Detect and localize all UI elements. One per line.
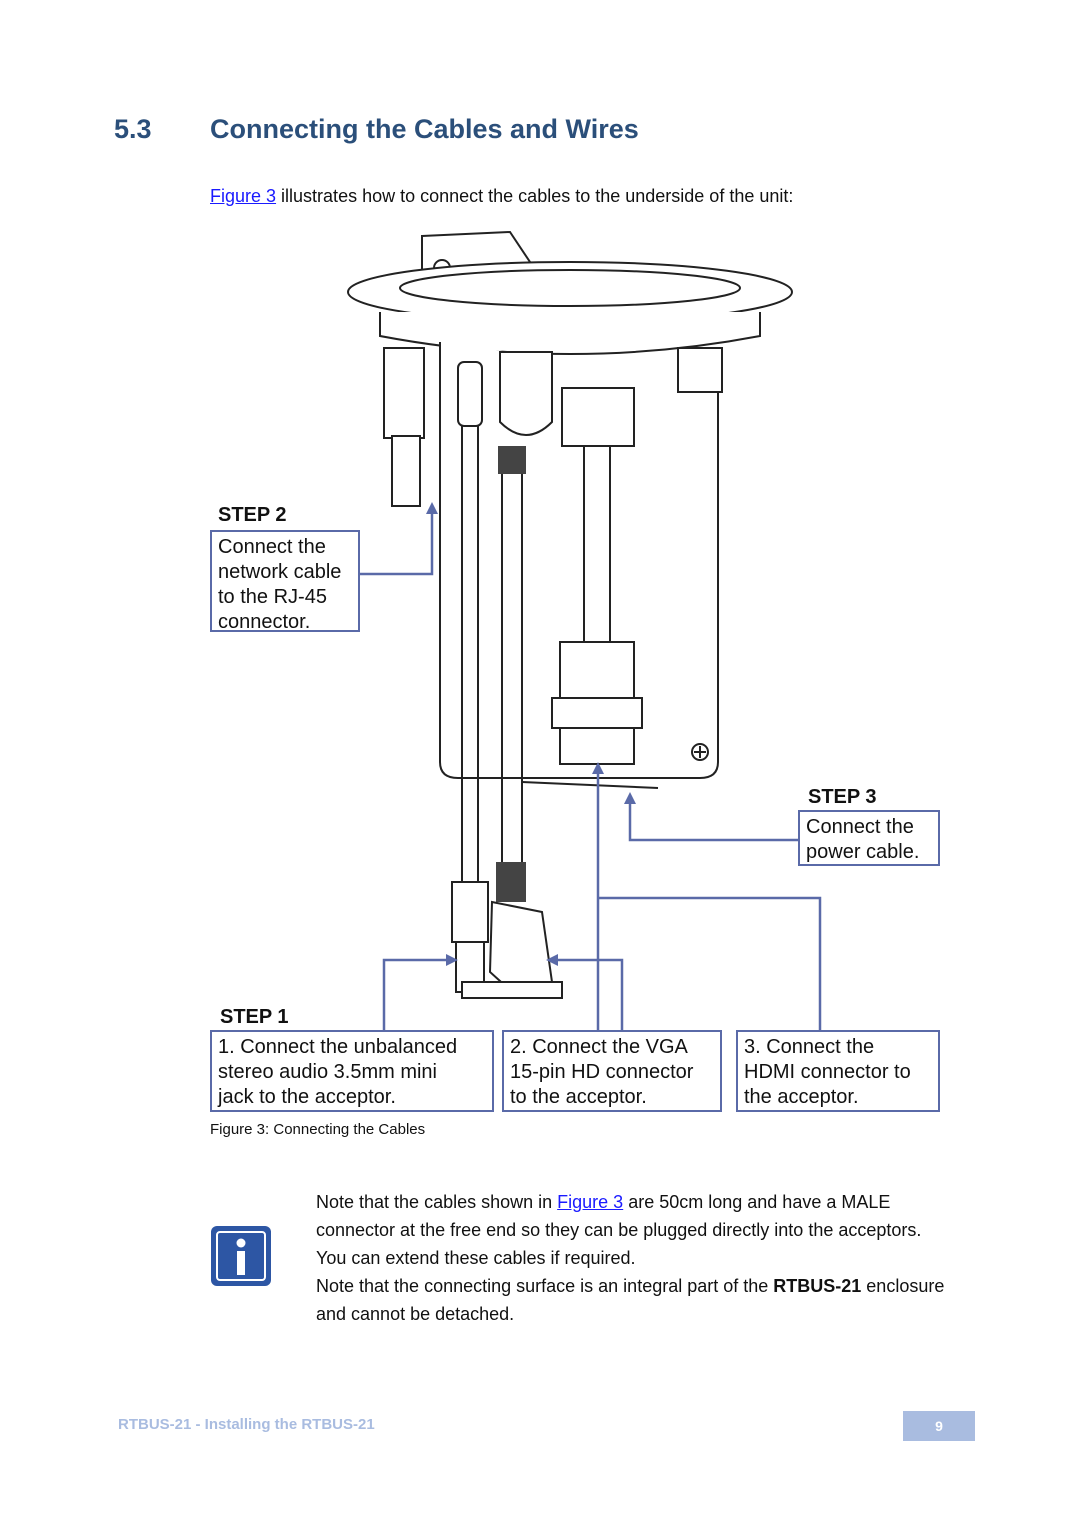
step1-box-audio xyxy=(210,1030,494,1112)
audio-line: 1. Connect the unbalanced xyxy=(218,1036,458,1058)
audio-line: jack to the acceptor. xyxy=(218,1086,396,1108)
note-text: enclosure and cannot be detached. xyxy=(316,1276,945,1324)
vga-line: 2. Connect the VGA xyxy=(510,1036,688,1058)
hdmi-line: 3. Connect the xyxy=(744,1036,875,1058)
step2-label: STEP 2 xyxy=(218,504,287,526)
note-text: Note that the connecting surface is an integral part of the xyxy=(316,1276,774,1296)
step1-box-hdmi xyxy=(736,1030,940,1112)
hdmi-line: the acceptor. xyxy=(744,1086,859,1108)
info-icon xyxy=(211,1226,271,1286)
section-number: 5.3 xyxy=(114,114,152,144)
section-title: Connecting the Cables and Wires xyxy=(210,114,639,144)
product-name: RTBUS-21 xyxy=(773,1276,862,1296)
step3-line: power cable. xyxy=(806,841,920,863)
audio-line: stereo audio 3.5mm mini xyxy=(218,1061,437,1083)
step2-line: connector. xyxy=(218,611,311,633)
step2-line: to the RJ-45 xyxy=(218,586,327,608)
info-glyph xyxy=(211,1226,271,1286)
step2-box xyxy=(210,530,360,632)
vga-line: 15-pin HD connector xyxy=(510,1061,694,1083)
step3-box xyxy=(798,810,940,866)
note-text: are 50cm long and have a MALE connector at the free end so they can be plugged directly into the acceptors. You can extend these cables if required. xyxy=(316,1192,922,1268)
step3-label: STEP 3 xyxy=(808,786,877,808)
page-number: 9 xyxy=(903,1411,975,1441)
hdmi-line: HDMI connector to xyxy=(744,1061,911,1083)
intro-paragraph xyxy=(210,186,793,207)
footer-text: RTBUS-21 - Installing the RTBUS-21 xyxy=(118,1416,375,1433)
figure-link[interactable]: Figure 3 xyxy=(210,186,277,206)
figure-caption: Figure 3: Connecting the Cables xyxy=(210,1121,426,1138)
note-figure-link[interactable]: Figure 3 xyxy=(557,1192,624,1212)
note-text: Note that the cables shown in xyxy=(316,1192,558,1212)
note-paragraph-1 xyxy=(316,1188,956,1272)
section-heading xyxy=(114,114,639,145)
intro-text: illustrates how to connect the cables to the underside of the unit: xyxy=(276,186,794,206)
step2-line: Connect the xyxy=(218,536,326,558)
note-block xyxy=(316,1188,956,1328)
vga-line: to the acceptor. xyxy=(510,1086,647,1108)
step2-line: network cable xyxy=(218,561,342,583)
cable-connection-figure xyxy=(200,222,960,1122)
step1-label: STEP 1 xyxy=(220,1006,289,1028)
unit-drawing xyxy=(200,222,960,1122)
step1-box-vga xyxy=(502,1030,722,1112)
note-paragraph-2 xyxy=(316,1272,956,1328)
step3-line: Connect the xyxy=(806,816,914,838)
